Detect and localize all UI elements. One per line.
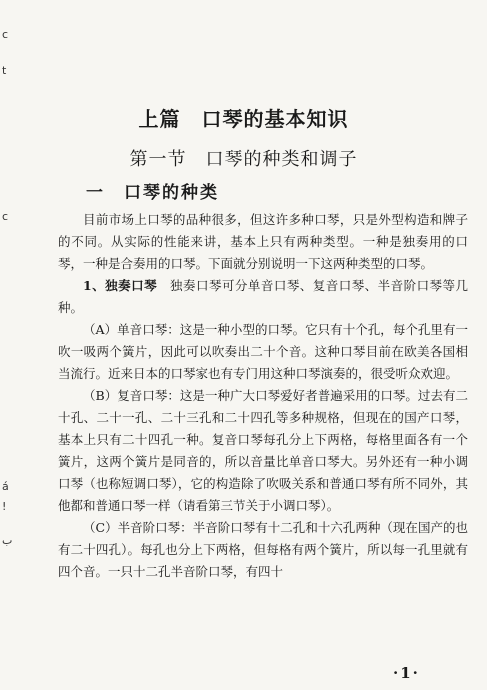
paragraph-text: （B）复音口琴：这是一种广大口琴爱好者普遍采用的口琴。过去有二十孔、二十一孔、二十三孔和二十四孔等多种规格，但现在的国产口琴，基本上只有二十四孔一种。复音口琴每孔分上下两格，每格里面各有一个簧片，这两个簧片是同音的，所以音量比单音口琴大。另外还有一种小调口琴（也称短调口琴），它的构造除了吹吸关系和普通口琴有所不同外，其他都和普通口琴一样（请看第三节关于小调口琴）。 xyxy=(58,388,468,513)
paragraph-text: （A）单音口琴：这是一种小型的口琴。它只有十个孔，每个孔里有一吹一吸两个簧片，因此可以吹奏出二十个音。这种口琴目前在欧美各国相当流行。近来日本的口琴家也有专门用这种口琴演奏的，很受听众欢迎。 xyxy=(58,322,468,381)
margin-mark: ب xyxy=(2,534,13,547)
margin-mark: á xyxy=(2,480,9,493)
margin-mark: c xyxy=(2,28,9,41)
part-title: 上篇 口琴的基本知识 xyxy=(138,107,349,131)
paragraph-intro xyxy=(58,209,468,275)
margin-mark: t xyxy=(2,64,7,77)
paragraph-tremolo xyxy=(58,385,468,517)
paragraph-lead: 1、独奏口琴 xyxy=(83,278,158,293)
body-text xyxy=(58,209,468,583)
sub-heading: 一 口琴的种类 xyxy=(86,183,219,203)
paragraph-text: 独奏口琴可分单音口琴、复音口琴、半音阶口琴等几种。 xyxy=(58,278,468,315)
paragraph-text: 目前市场上口琴的品种很多，但这许多种口琴，只是外型构造和牌子的不同。从实际的性能来讲，基本上只有两种类型。一种是独奏用的口琴，一种是合奏用的口琴。下面就分别说明一下这两种类型的口琴。 xyxy=(58,212,468,271)
page-number: ·1· xyxy=(393,664,420,682)
margin-mark: c xyxy=(2,210,9,223)
paragraph-chromatic xyxy=(58,517,468,583)
section-title: 第一节 口琴的种类和调子 xyxy=(129,149,358,170)
paragraph-solo-harmonica xyxy=(58,275,468,319)
paragraph-text: （C）半音阶口琴：半音阶口琴有十二孔和十六孔两种（现在国产的也有二十四孔）。每孔也分上下两格，但每格有两个簧片，所以每一孔里就有四个音。一只十二孔半音阶口琴，有四十 xyxy=(58,520,468,579)
margin-mark: ! xyxy=(2,500,7,513)
paragraph-single-reed xyxy=(58,319,468,385)
